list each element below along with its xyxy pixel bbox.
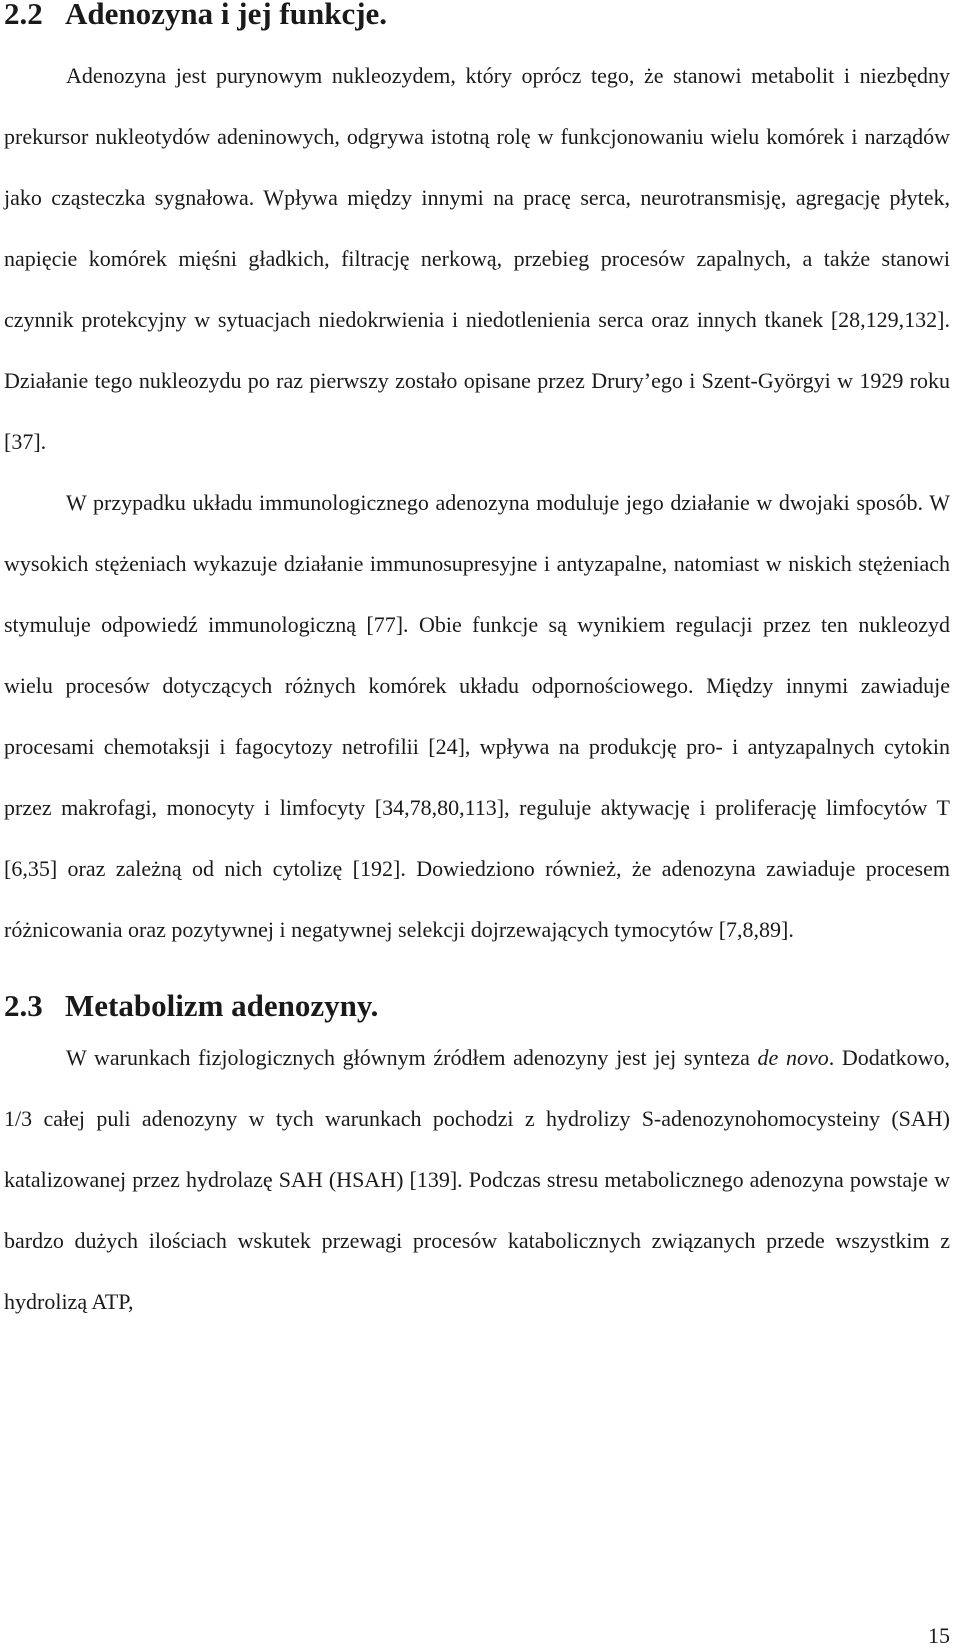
paragraph-adenosine-metabolism: [4, 1027, 950, 1332]
section-title: Adenozyna i jej funkcje.: [65, 0, 388, 31]
italic-term: de novo: [757, 1045, 829, 1070]
paragraph-text: . Dodatkowo, 1/3 całej puli adenozyny w tych warunkach pochodzi z hydrolizy S-adenozynohomocysteiny (SAH) katalizowanej przez hydrolazę SAH (HSAH) [139]. Podczas stresu metabolicznego adenozyna powstaje w bardzo dużych ilościach wskutek przewagi procesów katabolicznych związanych przede wszystkim z hydrolizą ATP,: [4, 1045, 951, 1314]
section-title: Metabolizm adenozyny.: [65, 988, 379, 1023]
document-page: [4, 0, 950, 1332]
section-number: 2.3: [4, 988, 43, 1023]
paragraph-immune-system: W przypadku układu immunologicznego adenozyna moduluje jego działanie w dwojaki sposób. W wysokich stężeniach wykazuje działanie immunosupresyjne i antyzapalne, natomiast w niskich stężeniach stymuluje odpowiedź immunologiczną [77]. Obie funkcje są wynikiem regulacji przez ten nukleozyd wielu procesów dotyczących różnych komórek układu odpornościowego. Między innymi zawiaduje procesami chemotaksji i fagocytozy netrofilii [24], wpływa na produkcję pro- i antyzapalnych cytokin przez makrofagi, monocyty i limfocyty [34,78,80,113], reguluje aktywację i proliferację limfocytów T [6,35] oraz zależną od nich cytolizę [192]. Dowiedziono również, że adenozyna zawiaduje procesem różnicowania oraz pozytywnej i negatywnej selekcji dojrzewających tymocytów [7,8,89].: [4, 490, 950, 942]
section-heading-2-2: [4, 0, 950, 34]
page-number: 15: [928, 1623, 950, 1648]
section-heading-2-3: [4, 986, 950, 1026]
paragraph-adenosine-function: Adenozyna jest purynowym nukleozydem, który oprócz tego, że stanowi metabolit i niezbędny prekursor nukleotydów adeninowych, odgrywa istotną rolę w funkcjonowaniu wielu komórek i narządów jako cząsteczka sygnałowa. Wpływa między innymi na pracę serca, neurotransmisję, agregację płytek, napięcie komórek mięśni gładkich, filtrację nerkową, przebieg procesów zapalnych, a także stanowi czynnik protekcyjny w sytuacjach niedokrwienia i niedotlenienia serca oraz innych tkanek [28,129,132]. Działanie tego nukleozydu po raz pierwszy zostało opisane przez Drury’ego i Szent-Györgyi w 1929 roku [37].: [4, 63, 950, 454]
section-number: 2.2: [4, 0, 43, 31]
paragraph-text: W warunkach fizjologicznych głównym źródłem adenozyny jest jej synteza: [66, 1045, 758, 1070]
